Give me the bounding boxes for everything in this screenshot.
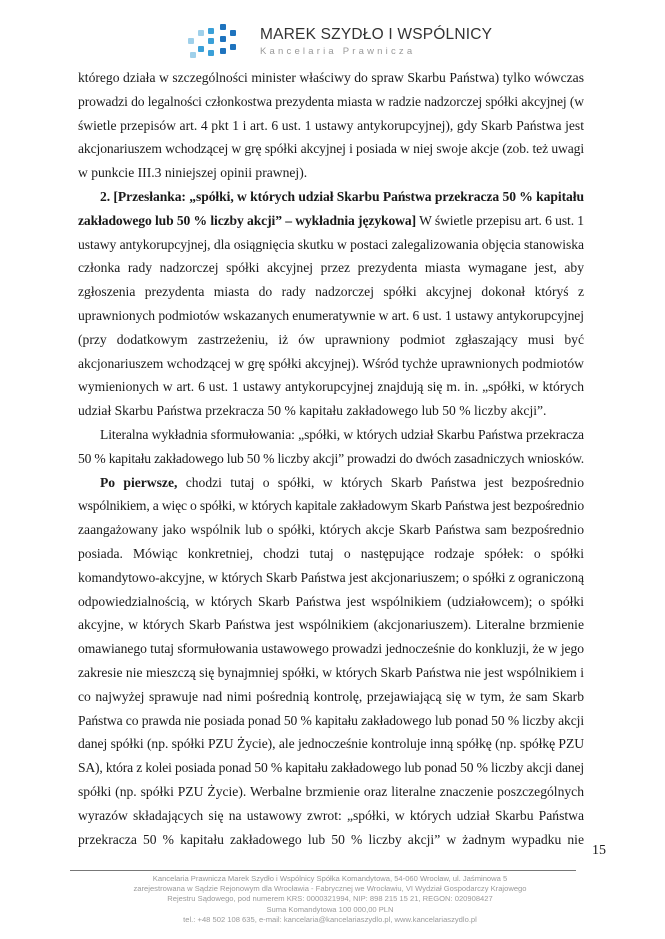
text-line [78,256,584,280]
text-segment: odpowiedzialnością, w których Skarb Państwa jest wspólnikiem (udziałowcem); o spółki [78,593,584,609]
text-segment: udział Skarbu Państwa przekracza 50 % kapitału zakładowego lub 50 % liczby akcji”. [78,403,547,419]
text-segment: posiada. Mówiąc konkretniej, chodzi tutaj o następujące rodzaje spółek: o spółki [78,545,584,561]
text-line [78,804,584,828]
logo-dot [208,38,214,44]
text-line [78,637,584,661]
text-line-content [78,447,584,471]
footer-line: Suma Komandytowa 100 000,00 PLN [266,904,394,914]
footer-line: Kancelaria Prawnicza Marek Szydło i Wspólnicy Spółka Komandytowa, 54-060 Wrocław, ul. Jaśminowa 5 [152,874,508,883]
text-segment: wspólnikiem, a więc o spółki, w których kapitale zakładowym Skarb Państwa jest bezpośrednio [78,498,584,514]
text-segment: chodzi tutaj o spółki, w których Skarb Państwa jest bezpośrednio [177,474,584,490]
text-line-content [78,732,584,756]
text-line [78,780,584,804]
text-line-content [78,209,584,233]
text-line [78,590,584,614]
text-segment: ustawy antykorupcyjnej, dla osiągnięcia skutku w postaci zalegalizowania objęcia stanowiska [78,236,584,252]
text-segment: omawianego tutaj sformułowania ustawowego prowadzi jednocześnie do konkluzji, że w jego [78,641,584,657]
text-line-content [78,566,584,590]
text-line-content [78,66,584,90]
text-segment: (przy dodatkowym zastrzeżeniu, iż ów uprawniony podmiot zgłaszający musi być [78,331,584,347]
text-segment: Literalna wykładnia sformułowania: „spółki, w których udział Skarbu Państwa przekracza [100,426,584,442]
text-line-content [78,352,584,376]
text-line-content [78,542,584,566]
text-segment: Państwa co prawda nie posiada ponad 50 % kapitału zakładowego lub ponad 50 % liczby akcji [78,712,584,728]
logo-dot [198,30,204,36]
text-segment: W świetle przepisu art. 6 ust. 1 [416,212,584,228]
text-line-content [78,494,584,518]
text-segment: którego działa w szczególności minister właściwy do spraw Skarbu Państwa) tylko wówczas [78,70,584,85]
text-line [78,613,584,637]
text-segment: zaangażowany jako wspólnik lub o spółki, których akcje Skarb Państwa sam bezpośrednio [78,522,584,538]
text-segment: prowadzi do legalności członkostwa prezydenta miasta w radzie nadzorczej spółki akcyjnej (w [78,93,584,109]
text-line-content [100,185,584,209]
text-segment: co najwyżej sprawuje nad nimi pośrednią kontrolę, przejawiającą się w tym, że sam Skarb [78,688,584,704]
text-line [78,352,584,376]
text-line-content [78,233,584,257]
text-line [78,542,584,566]
text-line-content [78,613,584,637]
bold-text: Po pierwsze, [100,474,178,490]
bold-text: 2. [Przesłanka: „spółki, w których udział Skarbu Państwa przekracza 50 % kapitału [100,188,584,204]
text-segment: akcyjne, w których Skarb Państwa jest wspólnikiem (akcjonariuszem). Literalne brzmienie [78,617,584,633]
letterhead-logo [188,22,493,62]
brand-subtitle: Kancelaria Prawnicza [260,46,416,57]
text-segment: 50 % kapitału zakładowego lub 50 % liczby akcji” prowadzi do dwóch zasadniczych wniosków. [78,450,584,466]
page-number: 15 [592,843,606,858]
bold-text: zakładowego lub 50 % liczby akcji” – wykładnia językowa] [78,212,417,228]
text-line-content [78,709,584,733]
text-line [78,161,584,185]
brand-title: MAREK SZYDŁO I WSPÓLNICY [260,26,493,43]
text-line-content [78,256,584,280]
text-line [78,209,584,233]
text-segment: SA), która z kolei posiada ponad 50 % kapitału zakładowego lub ponad 50 % liczby akcji danej [78,760,584,776]
text-line [78,233,584,257]
text-line [78,328,584,352]
text-line [78,185,584,209]
text-line [78,399,584,423]
text-segment: członka rady nadzorczej spółki akcyjnej przez prezydenta miasta wymagane jest, aby [78,260,584,276]
text-line [78,304,584,328]
text-line [78,114,584,138]
text-segment: spółki (np. spółki PZU Życie). Werbalne brzmienie oraz literalne znaczenie poszczególnych [78,783,584,799]
text-line [78,732,584,756]
logo-dot [220,36,226,42]
footer-line: tel.: +48 502 108 635, e-mail: kancelaria@kancelariaszydlo.pl, www.kancelariaszydlo.pl [183,914,477,924]
footer-line: zarejestrowana w Sądzie Rejonowym dla Wrocławia - Fabrycznej we Wrocławiu, VI Wydział Gospodarczy Krajowego [133,884,527,894]
document-body [78,66,584,851]
text-line-content [78,804,584,828]
text-segment: akcjonariuszem wchodzącej w grę spółki akcyjnej i posiada w niej swoje akcje (zob. też uwagi [78,141,584,157]
text-segment: przekracza 50 % kapitału zakładowego lub 50 % liczby akcji” w żadnym wypadku nie [78,831,584,847]
text-line-content [78,661,584,685]
text-line [78,375,584,399]
text-line [78,280,584,304]
logo-dot [198,46,204,52]
text-line [78,709,584,733]
text-line-content [78,399,546,423]
text-line [78,471,584,495]
text-line-content [78,518,584,542]
logo-dot [230,30,236,36]
text-line-content [78,328,584,352]
logo-dot [190,52,196,58]
footer-line: Rejestru Sądowego, pod numerem KRS: 0000321994, NIP: 898 215 15 21, REGON: 020908427 [167,894,493,904]
text-line-content [100,471,584,495]
text-line [78,447,584,471]
text-line [78,661,584,685]
text-line-content [78,828,584,852]
text-line [78,66,584,90]
text-segment: w punkcie III.3 niniejszej opinii prawnej). [78,165,308,181]
text-segment: akcjonariuszem wchodzącej w grę spółki akcyjnej). Wśród tychże uprawnionych podmiotów [78,355,584,371]
logo-dots-icon [188,24,238,60]
text-line-content [100,423,584,447]
text-line-content [78,90,584,114]
logo-dot [208,28,214,34]
text-line-content [78,637,584,661]
text-segment: wyrazów składających się na ustawowy zwrot: „spółki, w których udział Skarbu Państwa [78,807,584,823]
text-segment: uprawnionych podmiotów wskazanych enumeratywnie w art. 6 ust. 1 ustawy antykorupcyjnej [78,307,584,323]
text-segment: zgłoszenia prezydenta miasta do rady nadzorczej spółki akcyjnej dokonał któryś z [78,284,584,300]
text-segment: zakresie nie mieszczą się bynajmniej spółki, w których Skarb Państwa nie jest wspólnikiem i [78,664,584,680]
text-line [78,828,584,852]
text-segment: wymienionych w art. 6 ust. 1 ustawy antykorupcyjnej znajdują się m. in. „spółki, w których [78,379,584,395]
logo-dot [230,44,236,50]
logo-dot [220,48,226,54]
text-line [78,137,584,161]
text-line [78,566,584,590]
text-line-content [78,590,584,614]
logo-dot [220,24,226,30]
text-line-content [78,685,584,709]
text-line-content [78,114,584,138]
text-line-content [78,780,584,804]
text-line-content [78,161,307,185]
text-line [78,90,584,114]
text-line-content [78,137,584,161]
logo-dot [188,38,194,44]
text-line-content [78,304,584,328]
text-line-content [78,375,584,399]
text-line [78,518,584,542]
footer [60,874,600,925]
text-segment: danej spółki (np. spółki PZU Życie), ale jednocześnie kontroluje inną spółkę (np. spółkę PZU [78,736,584,752]
text-line-content [78,756,584,780]
text-line [78,494,584,518]
footer-divider [70,870,576,871]
text-segment: komandytowo-akcyjne, w których Skarb Państwa jest akcjonariuszem; o spółki z ograniczoną [78,569,584,585]
text-line [78,685,584,709]
text-line [78,756,584,780]
text-segment: świetle przepisów art. 4 pkt 1 i art. 6 ust. 1 ustawy antykorupcyjnej), gdy Skarb Państwa jest [78,117,584,133]
logo-dot [208,50,214,56]
text-line-content [78,280,584,304]
text-line [78,423,584,447]
